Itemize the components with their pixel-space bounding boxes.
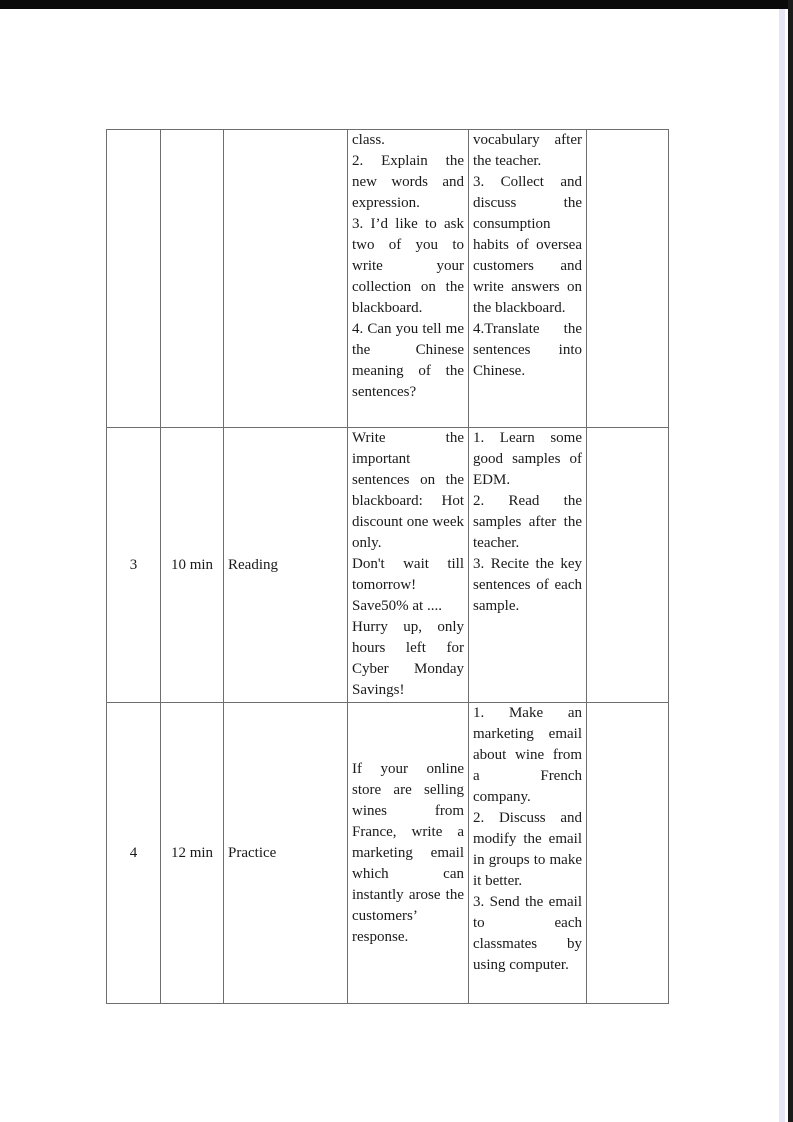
teacher-activity-item: Don't wait till tomorrow! (352, 556, 464, 593)
step-cell (107, 130, 161, 428)
teacher-activity-item: Save50% at .... (352, 598, 442, 614)
teacher-activity-item: 2. Explain the new words and expression. (352, 153, 464, 211)
step-cell: 3 (107, 428, 161, 703)
teacher-activity-item: 3. I’d like to ask two of you to write your collection on the blackboard. (352, 216, 464, 316)
student-activity-item: vocabulary after the teacher. (473, 132, 582, 169)
table-row (107, 130, 669, 428)
student-activity-item: 2. Read the samples after the teacher. (473, 493, 582, 551)
student-activity-item: 4.Translate the sentences into Chinese. (473, 321, 582, 379)
student-activity-item: 3. Send the email to each classmates by using computer. (473, 894, 582, 973)
table-row (107, 428, 669, 703)
teacher-activity-item: 4. Can you tell me the Chinese meaning of the sentences? (352, 321, 464, 400)
stage-cell: Reading (224, 428, 348, 703)
teacher-activity-item: If your online store are selling wines from France, write a marketing email which can instantly arose the customers’ response. (352, 760, 464, 945)
notes-cell (587, 428, 669, 703)
stage-cell: Practice (224, 703, 348, 1004)
student-activity-item: 2. Discuss and modify the email in groups to make it better. (473, 810, 582, 889)
student-activity-item: 3. Recite the key sentences of each sample. (473, 556, 582, 614)
teacher-activity-cell (348, 130, 469, 428)
notes-cell (587, 703, 669, 1004)
lesson-plan-table (106, 129, 669, 1004)
student-activity-item: 1. Learn some good samples of EDM. (473, 430, 582, 488)
teacher-activity-cell (348, 703, 469, 1004)
time-cell: 10 min (161, 428, 224, 703)
teacher-activity-item: class. (352, 132, 385, 148)
student-activity-item: 3. Collect and discuss the consumption habits of oversea customers and write answers on the blackboard. (473, 174, 582, 316)
scan-right-tint (779, 9, 785, 1122)
teacher-activity-item: Hurry up, only hours left for Cyber Monday Savings! (352, 619, 464, 698)
time-cell (161, 130, 224, 428)
student-activity-item: 1. Make an marketing email about wine from a French company. (473, 705, 582, 805)
stage-cell (224, 130, 348, 428)
scan-right-edge (788, 0, 793, 1122)
teacher-activity-item: Write the important sentences on the blackboard: Hot discount one week only. (352, 430, 464, 551)
notes-cell (587, 130, 669, 428)
student-activity-cell (469, 428, 587, 703)
table-row (107, 703, 669, 1004)
student-activity-cell (469, 703, 587, 1004)
teacher-activity-cell (348, 428, 469, 703)
time-cell: 12 min (161, 703, 224, 1004)
step-cell: 4 (107, 703, 161, 1004)
scan-top-edge (0, 0, 793, 9)
student-activity-cell (469, 130, 587, 428)
